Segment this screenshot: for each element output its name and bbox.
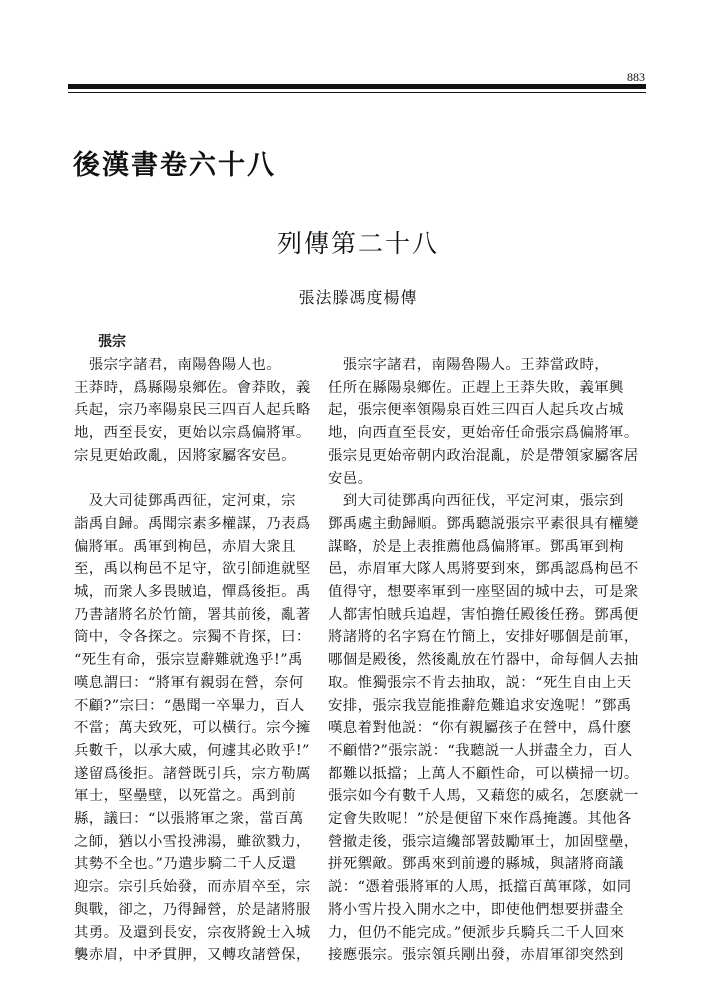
text-line: 王莽時，爲縣陽泉鄉佐。會莽敗，義	[74, 379, 311, 396]
text-line: 不當；萬夫致死，可以橫行。宗今擁	[74, 720, 311, 737]
text-line: 至，禹以栒邑不足守，欲引師進就堅	[74, 561, 311, 578]
text-line: 定會失敗呢！”於是便留下來作爲掩護。其他各	[328, 811, 632, 828]
text-line: 取。惟獨張宗不肯去抽取，説：“死生自由上天	[328, 674, 632, 691]
text-line: 説：“憑着張將軍的人馬，抵擋百萬軍隊，如同	[328, 879, 632, 896]
text-line: 之師，猶以小雪投沸湯，雖欲戮力，	[74, 833, 311, 850]
text-line: 地，西至長安，更始以宗爲偏將軍。	[74, 425, 311, 442]
text-line: 軍士，堅壘壁，以死當之。禹到前	[74, 788, 296, 805]
text-line: 謀略，於是上表推薦他爲偏將軍。鄧禹軍到栒	[328, 538, 624, 555]
text-line: 乃書諸將名於竹簡，署其前後，亂著	[74, 606, 311, 623]
text-line: 縣，議曰：“以張將軍之衆，當百萬	[74, 811, 304, 828]
text-line: 張宗字諸君，南陽魯陽人也。	[74, 357, 282, 373]
text-line: 不顧惜?”張宗説：“我聽説一人拼盡全力，百人	[328, 742, 633, 759]
translation-paragraph-1	[328, 354, 639, 490]
text-line: 張宗見更始帝朝内政治混亂，於是帶領家屬客居	[328, 447, 639, 464]
text-line: 安邑。	[328, 470, 373, 487]
page-number: 883	[627, 70, 645, 84]
text-line: 任所在縣陽泉鄉佐。正趕上王莽失敗，義軍興	[328, 379, 624, 396]
text-line: 不顧?”宗曰：“愚聞一卒畢力，百人	[74, 697, 305, 714]
paragraph-gap	[74, 468, 311, 491]
text-line: 力，但仍不能完成。”便派步兵騎兵二千人回來	[328, 924, 625, 941]
text-line: 張宗如今有數千人馬，又藉您的威名，怎麽就一	[328, 788, 639, 805]
text-line: 安排，張宗我豈能推辭危難追求安逸呢！”鄧禹	[328, 697, 632, 714]
text-line: 將諸將的名字寫在竹簡上，安排好哪個是前軍，	[328, 629, 639, 646]
text-line: 值得守，想要率軍到一座堅固的城中去，可是衆	[328, 584, 639, 601]
text-line: 都難以抵擋；上萬人不顧性命，可以橫掃一切。	[328, 765, 639, 782]
chapter-title: 列傳第二十八	[276, 229, 439, 258]
text-line: 地，向西直至長安，更始帝任命張宗爲偏將軍。	[328, 425, 639, 442]
text-line: 嘆息謂曰：“將軍有親弱在營，奈何	[74, 674, 304, 691]
classical-paragraph-2	[74, 490, 311, 967]
text-line: 與戰，卻之，乃得歸營，於是諸將服	[74, 901, 311, 918]
header-rule-thick	[68, 84, 646, 89]
text-line: 兵起，宗乃率陽泉民三四百人起兵略	[74, 402, 311, 419]
text-line: 營撤走後，張宗這纔部署鼓勵軍士，加固壁壘，	[328, 833, 639, 850]
text-line: 其勇。及還到長安，宗夜將銳士入城	[74, 924, 311, 941]
text-line: 筒中，令各探之。宗獨不肯探，曰：	[74, 629, 311, 646]
text-line: 襲赤眉，中矛貫胛，又轉攻諸營保，	[74, 947, 311, 964]
text-line: “死生有命，張宗豈辭難就逸乎!”禹	[74, 652, 303, 669]
text-line: 將小雪片投入開水之中，即使他們想要拼盡全	[328, 901, 624, 918]
translation-text-column	[328, 354, 639, 967]
classical-paragraph-1	[74, 354, 311, 468]
text-line: 到大司徒鄧禹向西征伐，平定河東，張宗到	[328, 493, 624, 510]
text-line: 兵數千，以承大威，何遽其必敗乎!”	[74, 742, 310, 759]
text-line: 人都害怕賊兵追趕，害怕擔任殿後任務。鄧禹便	[328, 606, 639, 623]
text-line: 嘆息着對他説：“你有親屬孩子在營中，爲什麽	[328, 720, 632, 737]
text-line: 宗見更始政亂，因將家屬客安邑。	[74, 447, 296, 464]
text-line: 遂留爲後拒。諸營既引兵，宗方勒厲	[74, 765, 311, 782]
text-line: 詣禹自歸。禹聞宗素多權謀，乃表爲	[74, 515, 311, 532]
volume-title: 後漢書卷六十八	[73, 150, 276, 181]
text-line: 鄧禹處主動歸順。鄧禹聽説張宗平素很具有權變	[328, 515, 639, 532]
text-line: 起，張宗便率領陽泉百姓三四百人起兵攻占城	[328, 402, 624, 419]
text-line: 拼死禦敵。鄧禹來到前邊的縣城，與諸將商議	[328, 856, 624, 873]
classical-text-column	[74, 354, 311, 967]
text-line: 哪個是殿後，然後亂放在竹器中，命每個人去抽	[328, 652, 639, 669]
text-line: 邑，赤眉軍大隊人馬將要到來，鄧禹認爲栒邑不	[328, 561, 639, 578]
translation-paragraph-2	[328, 490, 639, 967]
text-line: 迎宗。宗引兵始發，而赤眉卒至，宗	[74, 879, 311, 896]
section-title: 張宗	[98, 334, 126, 350]
text-line: 張宗字諸君，南陽魯陽人。王莽當政時，	[328, 357, 610, 373]
text-line: 接應張宗。張宗領兵剛出發，赤眉軍卻突然到	[328, 947, 624, 964]
text-line: 偏將軍。禹軍到栒邑，赤眉大衆且	[74, 538, 296, 555]
text-line: 其勢不全也。”乃遣步騎二千人反還	[74, 856, 297, 873]
text-line: 城，而衆人多畏賊追，憚爲後拒。禹	[74, 584, 311, 601]
text-line: 及大司徒鄧禹西征，定河東，宗	[74, 493, 296, 510]
header-rule-thin	[68, 92, 646, 93]
chapter-subjects: 張法滕馮度楊傳	[298, 288, 418, 307]
